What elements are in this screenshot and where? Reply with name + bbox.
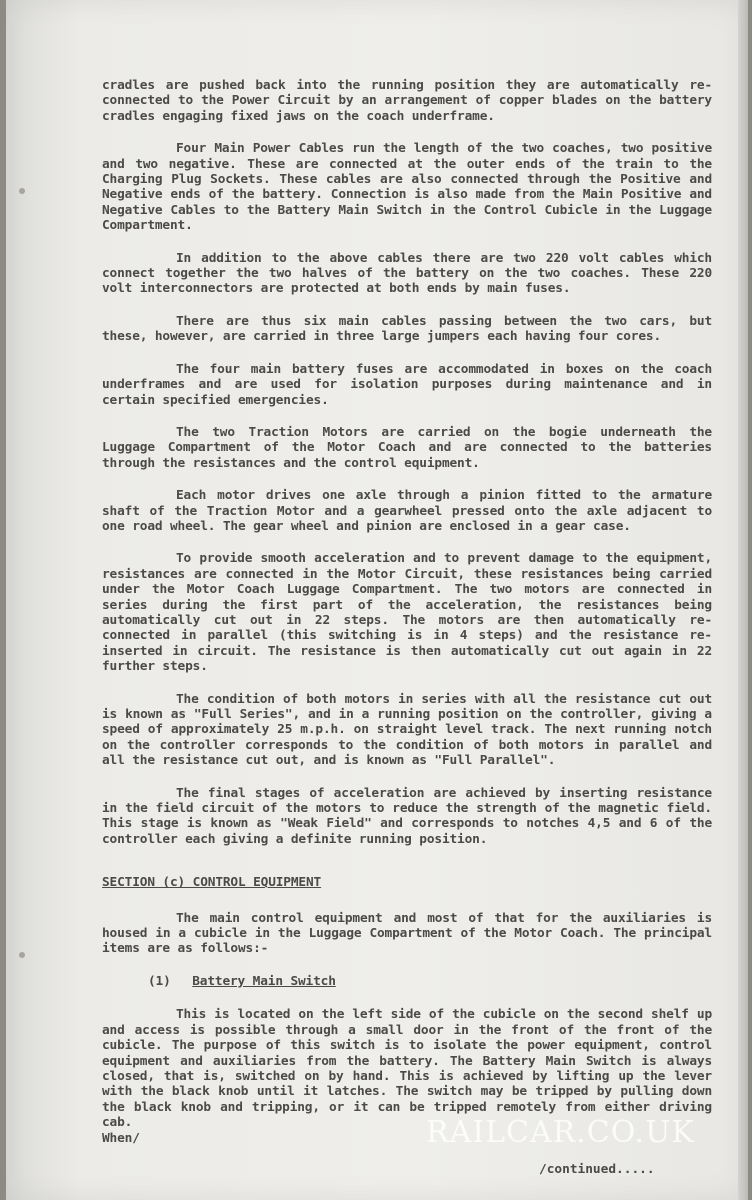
section-heading: [102, 875, 712, 890]
body-paragraph: There are thus six main cables passing between the two cars, but these, however, are carried in three large jumpers each having four cores.: [102, 313, 712, 345]
punch-hole: [19, 188, 25, 194]
body-paragraph: To provide smooth acceleration and to prevent damage to the equipment, resistances are connected in the Motor Circuit, these resistances being carried under the Motor Coach Luggage Compartment. The two motors are connected in series during the first part of the acceleration, the resistances being automatically cut out in 22 steps. The motors are then automatically re-connected in parallel (this switching is in 4 steps) and the resistance re-inserted in circuit. The resistance is then automatically cut out again in 22 further steps.: [102, 551, 712, 675]
watermark: RAILCAR.CO.UK: [426, 1115, 695, 1150]
body-paragraph: In addition to the above cables there are two 220 volt cables which connect together the two halves of the battery on the two coaches. These 220 volt interconnectors are protected at both ends by main fuses.: [102, 250, 712, 297]
section-intro: The main control equipment and most of that for the auxiliaries is housed in a cubicle in the Luggage Compartment of the Motor Coach. The principal items are as follows:-: [102, 910, 712, 957]
body-paragraph: The four main battery fuses are accommodated in boxes on the coach underframes and are used for isolation purposes during maintenance and in certain specified emergencies.: [102, 361, 712, 408]
body-paragraph: Each motor drives one axle through a pinion fitted to the armature shaft of the Traction Motor and a gearwheel pressed onto the axle adjacent to one road wheel. The gear wheel and pinion are enclosed in a gear case.: [102, 488, 712, 534]
document-body: [102, 78, 712, 1146]
body-paragraph: The condition of both motors in series with all the resistance cut out is known as "Full Series", and in a running position on the controller, giving a speed of approximately 25 m.p.h. on straight level track. The next running notch on the controller corresponds to the condition of both motors in parallel and all the resistance cut out, and is known as "Full Parallel".: [102, 691, 712, 769]
page-edge: [738, 0, 748, 1200]
document-page: [6, 0, 748, 1200]
subsection-number: (1): [148, 973, 171, 989]
body-paragraph: Four Main Power Cables run the length of the two coaches, two positive and two negative. These are connected at the outer ends of the train to the Charging Plug Sockets. These cables are also connected through the Positive and Negative ends of the battery. Connection is also made from the Main Positive and Negative Cables to the Battery Main Switch in the Control Cubicle in the Luggage Compartment.: [102, 141, 712, 234]
continued-note: /continued.....: [539, 1162, 655, 1177]
catchword: When/: [102, 1130, 140, 1146]
punch-hole: [19, 952, 25, 958]
subsection-title: Battery Main Switch: [192, 973, 336, 989]
subsection-heading: [148, 974, 712, 989]
subsection-paragraph: This is located on the left side of the cubicle on the second shelf up and access is possible through a small door in the front of the front of the cubicle. The purpose of this switch is to isolate the power equipment, control equipment and auxiliaries from the battery. The Battery Main Switch is always closed, that is, switched on by hand. This is achieved by lifting up the lever with the black knob until it latches. The switch may be tripped by pulling down the black knob and tripping, or it can be tripped remotely from either driving cab.: [102, 1007, 712, 1131]
section-heading-text: SECTION (c) CONTROL EQUIPMENT: [102, 875, 322, 891]
body-paragraph: The final stages of acceleration are achieved by inserting resistance in the field circuit of the motors to reduce the strength of the magnetic field. This stage is known as "Weak Field" and corresponds to notches 4,5 and 6 of the controller each giving a definite running position.: [102, 785, 712, 847]
body-paragraph: The two Traction Motors are carried on the bogie underneath the Luggage Compartment of the Motor Coach and are connected to the batteries through the resistances and the control equipment.: [102, 424, 712, 471]
body-paragraph: cradles are pushed back into the running position they are automatically re-connected to the Power Circuit by an arrangement of copper blades on the battery cradles engaging fixed jaws on the coach underframe.: [102, 78, 712, 124]
